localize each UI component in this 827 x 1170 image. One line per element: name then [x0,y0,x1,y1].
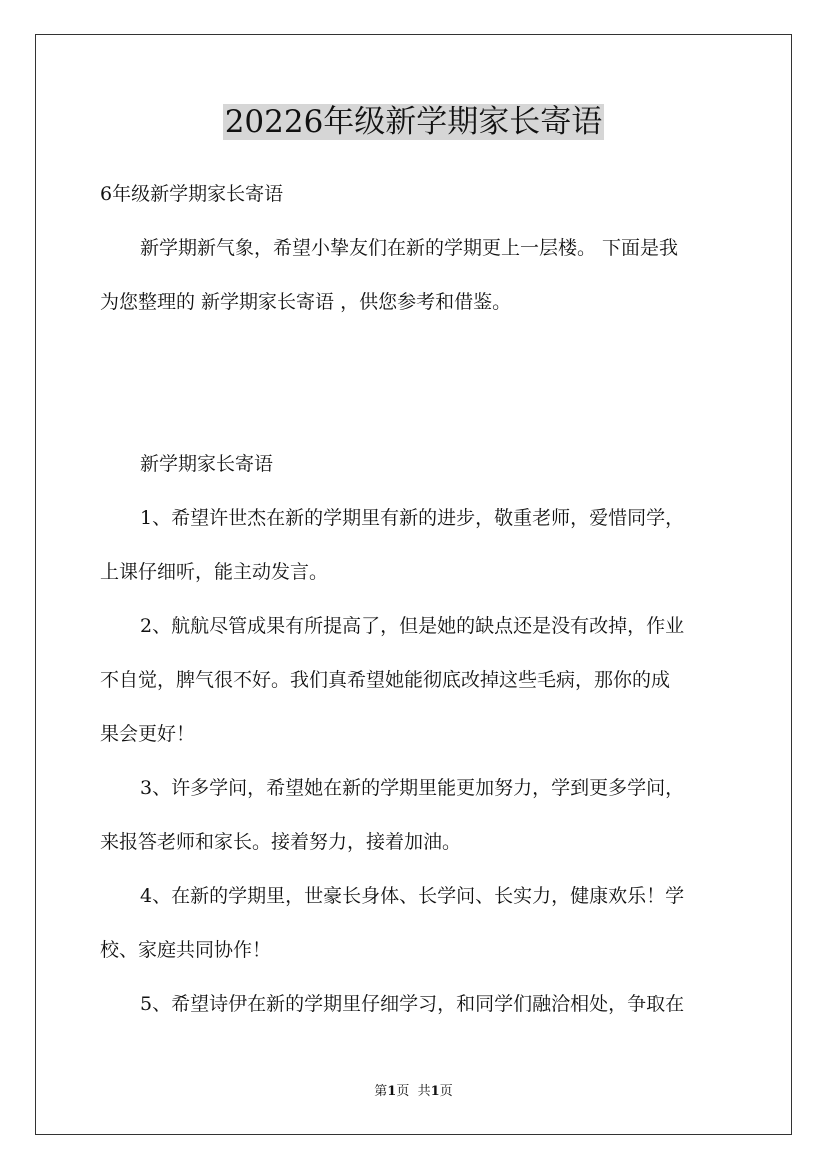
paragraph-line: 5、希望诗伊在新的学期里仔细学习，和同学们融洽相处，争取在 [140,993,685,1015]
footer-total-suffix: 页 [439,1084,453,1099]
document-subtitle: 6年级新学期家长寄语 [100,183,284,205]
footer-page-number: 1 [387,1084,397,1099]
paragraph-line: 不自觉，脾气很不好。我们真希望她能彻底改掉这些毛病，那你的成 [100,669,671,691]
intro-line: 新学期新气象，希望小挚友们在新的学期更上一层楼。 下面是我 [140,237,679,259]
paragraph-line: 果会更好！ [100,723,196,745]
paragraph-line: 2、航航尽管成果有所提高了，但是她的缺点还是没有改掉，作业 [140,615,685,637]
footer-total-prefix: 共 [417,1084,431,1099]
footer-total-pages: 1 [430,1084,440,1099]
paragraph-line: 1、希望许世杰在新的学期里有新的进步，敬重老师，爱惜同学， [140,507,685,529]
paragraph-line: 3、许多学问，希望她在新的学期里能更加努力，学到更多学问， [140,777,685,799]
footer-prefix: 第 [374,1084,388,1099]
paragraph-line: 上课仔细听，能主动发言。 [100,561,329,583]
section-heading: 新学期家长寄语 [140,453,274,475]
intro-line: 为您整理的 新学期家长寄语 ，供您参考和借鉴。 [100,291,512,313]
document-title [0,100,827,144]
paragraph-line: 来报答老师和家长。接着努力，接着加油。 [100,831,462,853]
page-footer [0,1083,827,1101]
paragraph-line: 校、家庭共同协作！ [100,939,272,961]
footer-page-suffix: 页 [396,1084,410,1099]
paragraph-line: 4、在新的学期里，世豪长身体、长学问、长实力，健康欢乐！学 [140,885,685,907]
document-title-text: 20226年级新学期家长寄语 [224,104,603,140]
